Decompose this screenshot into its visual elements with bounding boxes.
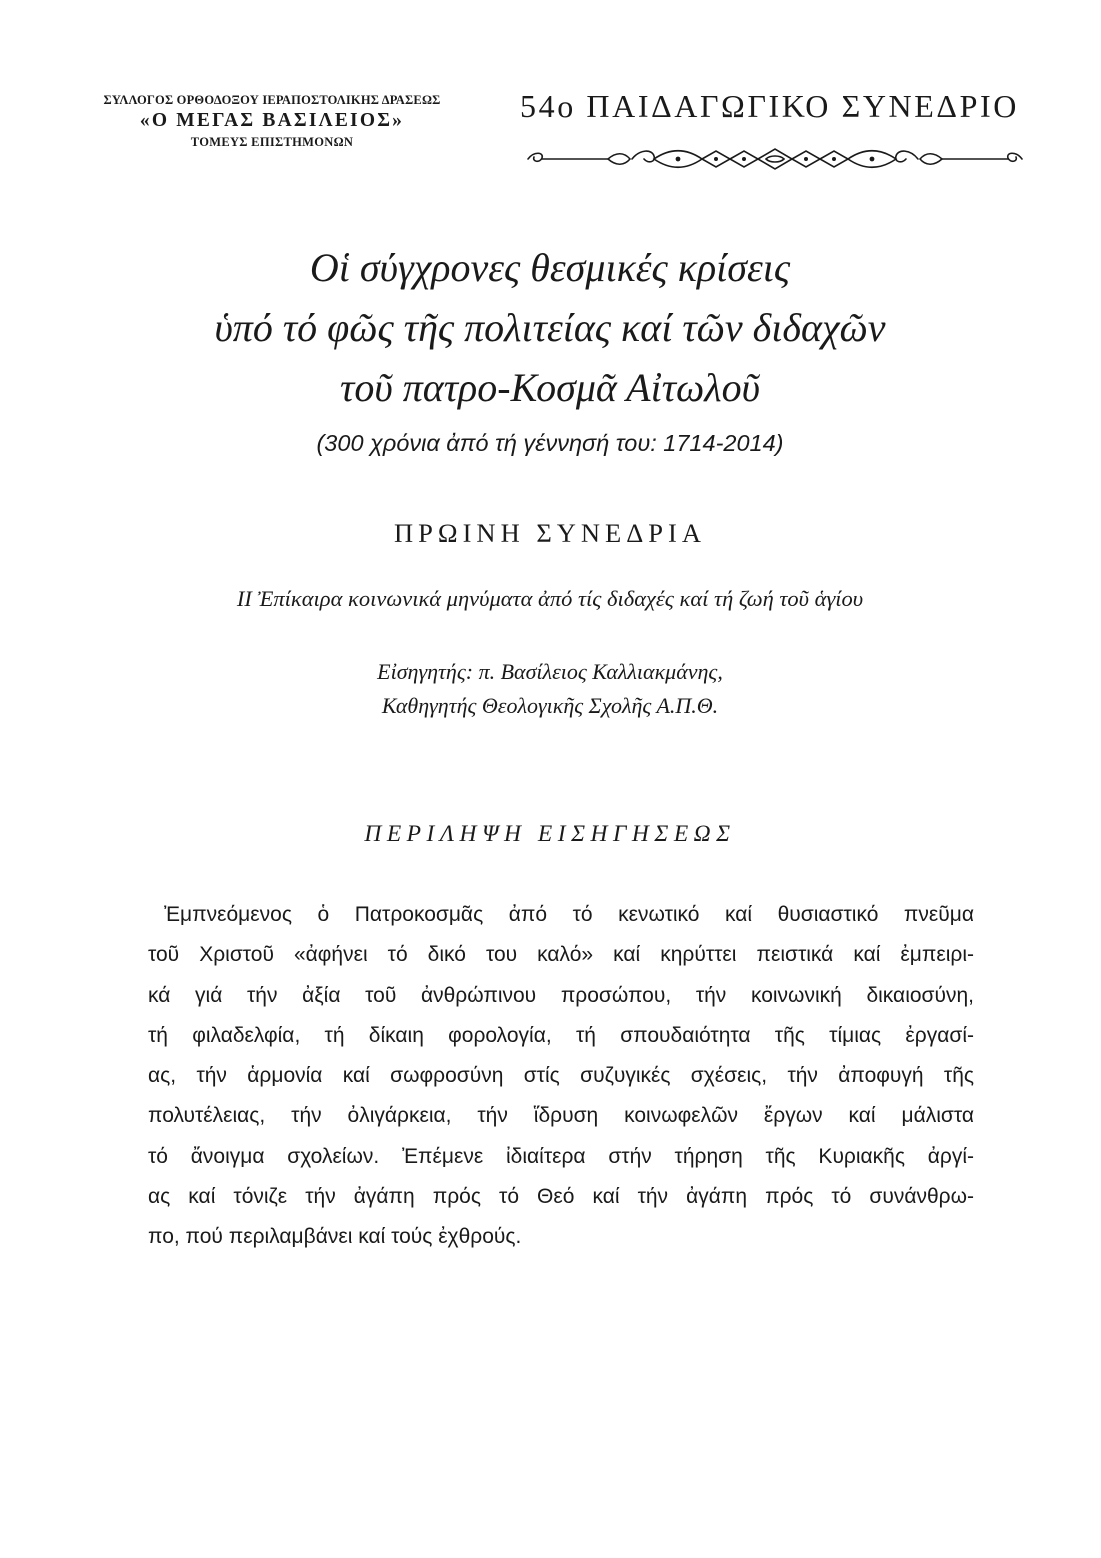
title-line-3: τοῦ πατρο-Κοσμᾶ Αἰτωλοῦ (340, 365, 760, 410)
ornament-divider-icon (520, 146, 1030, 172)
title-line-2: ὑπό τό φῶς τῆς πολιτείας καί τῶν διδαχῶν (214, 305, 886, 350)
conference-title: 54ο ΠΑΙΔΑΓΩΓΙΚΟ ΣΥΝΕΔΡΙΟ (520, 88, 1019, 124)
organization-name: «Ο ΜΕΓΑΣ ΒΑΣΙΛΕΙΟΣ» (139, 110, 405, 131)
summary-line: τοῦ Χριστοῦ «ἀφήνει τό δικό του καλό» καί κηρύττει πειστικά καί ἐμπειρι- (148, 943, 974, 967)
summary-line: ας, τήν ἁρμονία καί σωφροσύνη στίς συζυγικές σχέσεις, τήν ἀποφυγή τῆς (148, 1064, 974, 1088)
summary-line: ας καί τόνιζε τήν ἀγάπη πρός τό Θεό καί τήν ἀγάπη πρός τό συνάνθρω- (148, 1185, 974, 1209)
summary-line: Ἐμπνεόμενος ὁ Πατροκοσμᾶς ἀπό τό κενωτικό καί θυσιαστικό πνεῦμα (164, 903, 974, 926)
conference-header (520, 86, 1040, 126)
speaker-affiliation: Καθηγητής Θεολογικῆς Σχολῆς Α.Π.Θ. (381, 693, 719, 718)
title-line-1: Οἱ σύγχρονες θεσμικές κρίσεις (309, 245, 791, 290)
summary-heading: ΠΕΡΙΛΗΨΗ ΕΙΣΗΓΗΣΕΩΣ (364, 821, 736, 847)
paper-title (100, 238, 1000, 418)
speaker-info (150, 655, 950, 723)
summary-line: τό ἄνοιγμα σχολείων. Ἐπέμενε ἰδιαίτερα στήν τήρηση τῆς Κυριακῆς ἀργί- (148, 1144, 974, 1168)
summary-body (148, 895, 974, 1258)
organization-header (58, 92, 486, 151)
speaker-name: Εἰσηγητής: π. Βασίλειος Καλλιακμάνης, (377, 659, 723, 684)
summary-line: κά γιά τήν ἀξία τοῦ ἀνθρώπινου προσώπου, τήν κοινωνική δικαιοσύνη, (148, 983, 974, 1007)
organization-line: ΣΥΛΛΟΓΟΣ ΟΡΘΟΔΟΞΟΥ ΙΕΡΑΠΟΣΤΟΛΙΚΗΣ ΔΡΑΣΕΩΣ (103, 93, 441, 107)
paper-subtitle: (300 χρόνια ἀπό τή γέννησή του: 1714-2014) (316, 430, 784, 456)
organization-department: ΤΟΜΕΥΣ ΕΠΙΣΤΗΜΟΝΩΝ (190, 135, 354, 149)
session-topic: ΙΙ Ἐπίκαιρα κοινωνικά μηνύματα ἀπό τίς διδαχές καί τή ζωή τοῦ ἁγίου (236, 586, 864, 611)
summary-line: πο, πού περιλαμβάνει καί τούς ἐχθρούς. (148, 1225, 522, 1249)
summary-line: πολυτέλειας, τήν ὀλιγάρκεια, τήν ἵδρυση κοινωφελῶν ἔργων καί μάλιστα (148, 1104, 974, 1128)
session-name: ΠΡΩΙΝΗ ΣΥΝΕΔΡΙΑ (394, 518, 706, 548)
summary-line: τή φιλαδελφία, τή δίκαιη φορολογία, τή σπουδαιότητα τῆς τίμιας ἐργασί- (148, 1023, 974, 1047)
